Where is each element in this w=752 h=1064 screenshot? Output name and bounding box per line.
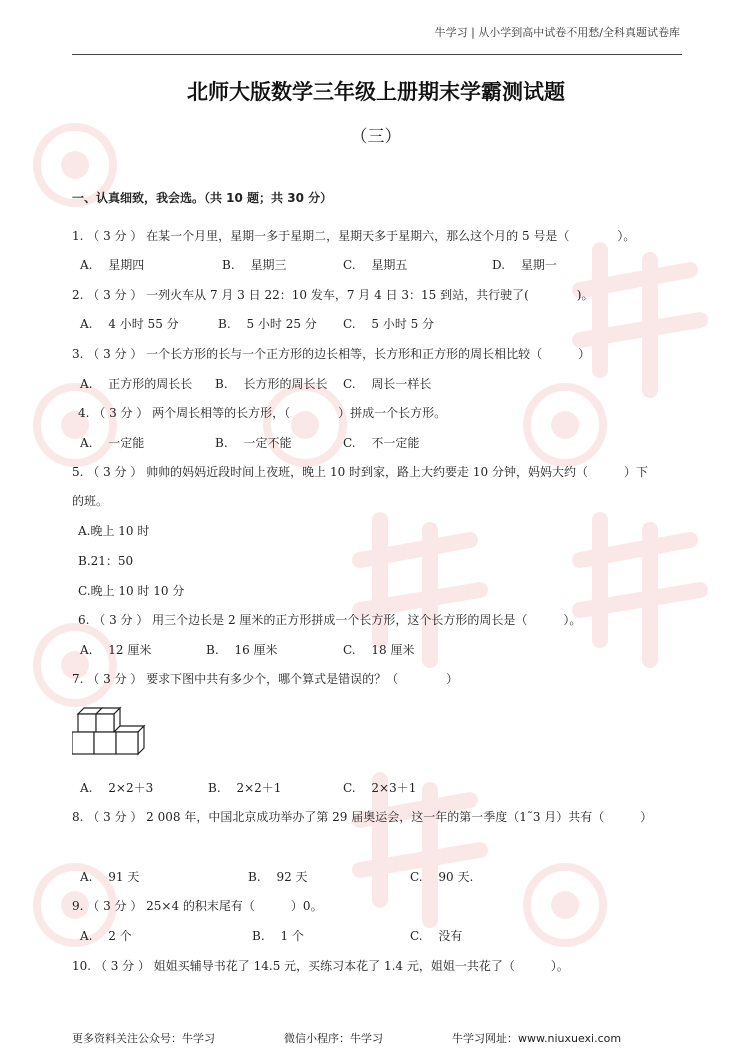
footer-wechat-account: 更多资料关注公众号：牛学习 (72, 1032, 215, 1045)
question-6: 6. （ 3 分 ） 用三个边长是 2 厘米的正方形拼成一个长方形，这个长方形的周长是（ ）。 (78, 613, 582, 627)
q5-option-c: C.晚上 10 时 10 分 (78, 584, 185, 598)
page-subtitle: （三） (350, 127, 402, 147)
q8-option-b: B. 92 天 (248, 870, 308, 884)
question-1: 1. （ 3 分 ） 在某一个月里，星期一多于星期二，星期天多于星期六，那么这个月的 5 号是（ ）。 (72, 229, 636, 243)
q6-option-b: B. 16 厘米 (206, 643, 278, 657)
question-10: 10. （ 3 分 ） 姐姐买辅导书花了 14.5 元，买练习本花了 1.4 元，姐姐一共花了（ ）。 (72, 959, 569, 973)
watermark-glyph (560, 230, 710, 400)
q2-option-a: A. 4 小时 55 分 (80, 317, 179, 331)
watermark-logo (520, 380, 610, 470)
watermark-logo (520, 860, 610, 950)
q8-option-a: A. 91 天 (80, 870, 140, 884)
page-title: 北师大版数学三年级上册期末学霸测试题 (187, 80, 565, 104)
q1-option-a: A. 星期四 (80, 258, 145, 272)
q7-option-a: A. 2×2＋3 (80, 781, 154, 795)
question-5-continued: 的班。 (72, 494, 109, 508)
q1-option-d: D. 星期一 (492, 258, 557, 272)
watermark-logo (30, 620, 120, 710)
q9-option-b: B. 1 个 (252, 929, 304, 943)
q3-option-a: A. 正方形的周长长 (80, 377, 193, 391)
q9-option-c: C. 没有 (410, 929, 463, 943)
footer-website: 牛学习网址：www.niuxuexi.com (452, 1032, 622, 1045)
q8-option-c: C. 90 天. (410, 870, 474, 884)
question-3: 3. （ 3 分 ） 一个长方形的长与一个正方形的边长相等，长方形和正方形的周长相比较（ ） (72, 347, 591, 361)
q6-option-c: C. 18 厘米 (343, 643, 415, 657)
q9-option-a: A. 2 个 (80, 929, 132, 943)
watermark-glyph (560, 500, 710, 670)
q2-option-c: C. 5 小时 5 分 (343, 317, 435, 331)
q7-option-b: B. 2×2＋1 (208, 781, 282, 795)
watermark-logo (30, 380, 120, 470)
q1-option-b: B. 星期三 (222, 258, 287, 272)
footer-mini-program: 微信小程序：牛学习 (284, 1032, 383, 1045)
q3-option-c: C. 周长一样长 (343, 377, 432, 391)
header-tagline: 牛学习 | 从小学到高中试卷不用愁/全科真题试卷库 (434, 26, 680, 39)
q5-option-a: A.晚上 10 时 (78, 524, 150, 538)
section-heading: 一、认真细致，我会选。（共 10 题；共 30 分） (72, 191, 333, 205)
q5-option-b: B.21：50 (78, 554, 134, 568)
question-7: 7. （ 3 分 ） 要求下图中共有多少个，哪个算式是错误的？（ ） (72, 672, 459, 686)
cube-stack-figure (72, 702, 150, 760)
q2-option-b: B. 5 小时 25 分 (218, 317, 317, 331)
q4-option-a: A. 一定能 (80, 436, 145, 450)
question-8: 8. （ 3 分 ） 2 008 年，中国北京成功举办了第 29 届奥运会，这一年的第一季度（1˜3 月）共有（ ） (72, 810, 653, 824)
q1-option-c: C. 星期五 (343, 258, 408, 272)
question-2: 2. （ 3 分 ） 一列火车从 7 月 3 日 22：10 发车，7 月 4 日 3：15 到站，共行驶了( )。 (72, 288, 594, 302)
question-4: 4. （ 3 分 ） 两个周长相等的长方形，（ ）拼成一个长方形。 (78, 406, 447, 420)
watermark-logo (260, 380, 350, 470)
question-9: 9. （ 3 分 ） 25×4 的积末尾有（ ）0。 (72, 899, 323, 913)
q3-option-b: B. 长方形的周长长 (215, 377, 328, 391)
q4-option-c: C. 不一定能 (343, 436, 420, 450)
q4-option-b: B. 一定不能 (215, 436, 292, 450)
q6-option-a: A. 12 厘米 (80, 643, 152, 657)
header-divider (72, 54, 682, 55)
q7-option-c: C. 2×3＋1 (343, 781, 417, 795)
question-5: 5. （ 3 分 ） 帅帅的妈妈近段时间上夜班，晚上 10 时到家，路上大约要走 10 分钟，妈妈大约（ ）下 (72, 465, 648, 479)
